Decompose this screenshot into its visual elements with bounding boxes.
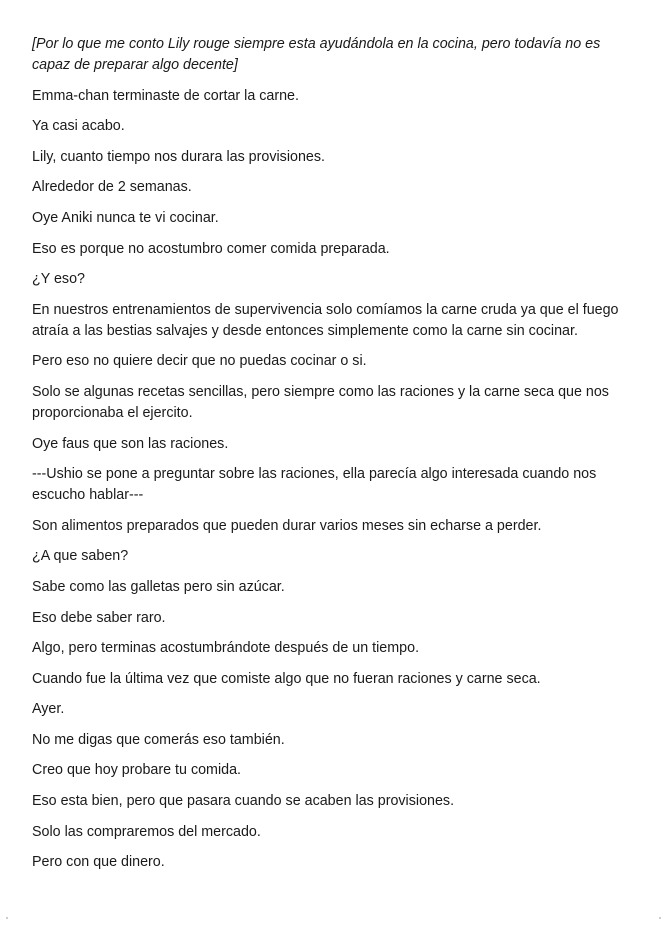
dialogue-paragraph: Son alimentos preparados que pueden durar varios meses sin echarse a perder. [32,517,542,534]
dialogue-paragraph: Ayer. [32,701,65,718]
dialogue-paragraph: Solo las compraremos del mercado. [32,823,261,840]
dialogue-paragraph: Algo, pero terminas acostumbrándote después de un tiempo. [32,640,420,657]
page-corner-mark-left [6,917,8,919]
dialogue-paragraph: No me digas que comerás eso también. [32,731,285,748]
dialogue-paragraph: Pero con que dinero. [32,854,165,871]
dialogue-paragraph: Oye faus que son las raciones. [32,435,229,452]
page-corner-mark-right [659,917,661,919]
narration-paragraph: [Por lo que me conto Lily rouge siempre esta ayudándola en la cocina, pero todavía no es capaz de preparar algo decente] [32,36,601,73]
dialogue-paragraph: Eso esta bien, pero que pasara cuando se acaben las provisiones. [32,793,455,810]
dialogue-paragraph: En nuestros entrenamientos de supervivencia solo comíamos la carne cruda ya que el fuego atraía a las bestias salvajes y desde entonces simplemente como la carne sin cocinar. [32,301,619,339]
dialogue-paragraph: Cuando fue la última vez que comiste algo que no fueran raciones y carne seca. [32,670,541,687]
dialogue-paragraph: Eso debe saber raro. [32,609,166,626]
dialogue-paragraph: ---Ushio se pone a preguntar sobre las raciones, ella parecía algo interesada cuando nos escucho hablar--- [32,466,597,504]
dialogue-paragraph: Emma-chan terminaste de cortar la carne. [32,87,299,104]
dialogue-paragraph: Solo se algunas recetas sencillas, pero siempre como las raciones y la carne seca que nos proporcionaba el ejercito. [32,383,609,421]
dialogue-paragraph: ¿A que saben? [32,548,129,565]
dialogue-paragraph: Pero eso no quiere decir que no puedas cocinar o si. [32,353,367,370]
dialogue-paragraph: Creo que hoy probare tu comida. [32,762,242,779]
dialogue-paragraph: Sabe como las galletas pero sin azúcar. [32,578,285,595]
dialogue-paragraph: Ya casi acabo. [32,118,125,135]
dialogue-paragraph: Eso es porque no acostumbro comer comida preparada. [32,240,390,257]
dialogue-paragraph: Lily, cuanto tiempo nos durara las provisiones. [32,148,325,165]
dialogue-paragraph: ¿Y eso? [32,271,85,288]
document-body [32,34,632,883]
dialogue-paragraph: Alrededor de 2 semanas. [32,179,192,196]
dialogue-paragraph: Oye Aniki nunca te vi cocinar. [32,209,219,226]
